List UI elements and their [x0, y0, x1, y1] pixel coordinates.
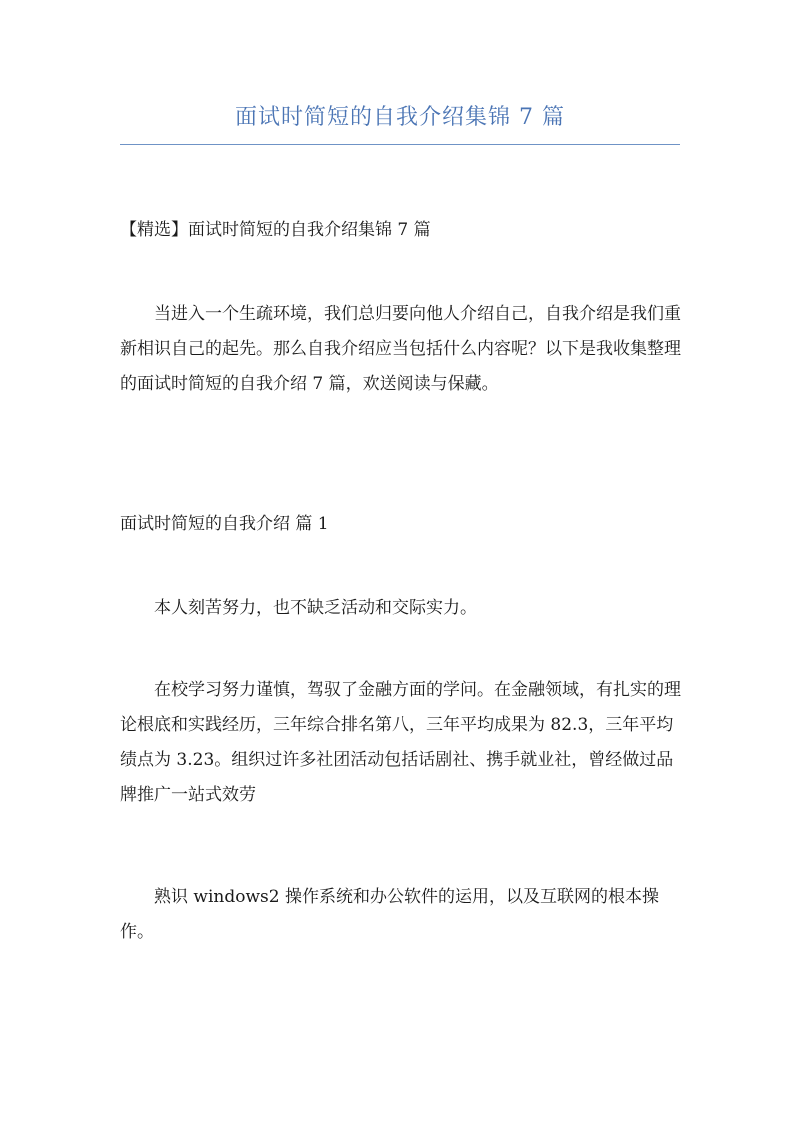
body-paragraph-1: 本人刻苦努力，也不缺乏活动和交际实力。 [154, 598, 477, 618]
section-heading: 面试时简短的自我介绍 篇 1 [120, 514, 329, 534]
intro-paragraph: 当进入一个生疏环境，我们总归要向他人介绍自己，自我介绍是我们重新相识自己的起先。那么自我介绍应当包括什么内容呢？以下是我收集整理的面试时简短的自我介绍 7 篇，欢送阅读与保藏。 [120, 304, 681, 394]
document-title: 面试时简短的自我介绍集锦 7 篇 [235, 105, 565, 130]
document-subtitle: 【精选】面试时简短的自我介绍集锦 7 篇 [120, 220, 431, 240]
body-paragraph-2: 在校学习努力谨慎，驾驭了金融方面的学问。在金融领域，有扎实的理论根底和实践经历，三年综合排名第八，三年平均成果为 82.3，三年平均绩点为 3.23。组织过许多社团活动包括话剧社、携手就业社，曾经做过品牌推广一站式效劳 [120, 680, 681, 805]
title-underline [120, 144, 680, 145]
body-paragraph-3: 熟识 windows2 操作系统和办公软件的运用，以及互联网的根本操作。 [120, 887, 659, 942]
